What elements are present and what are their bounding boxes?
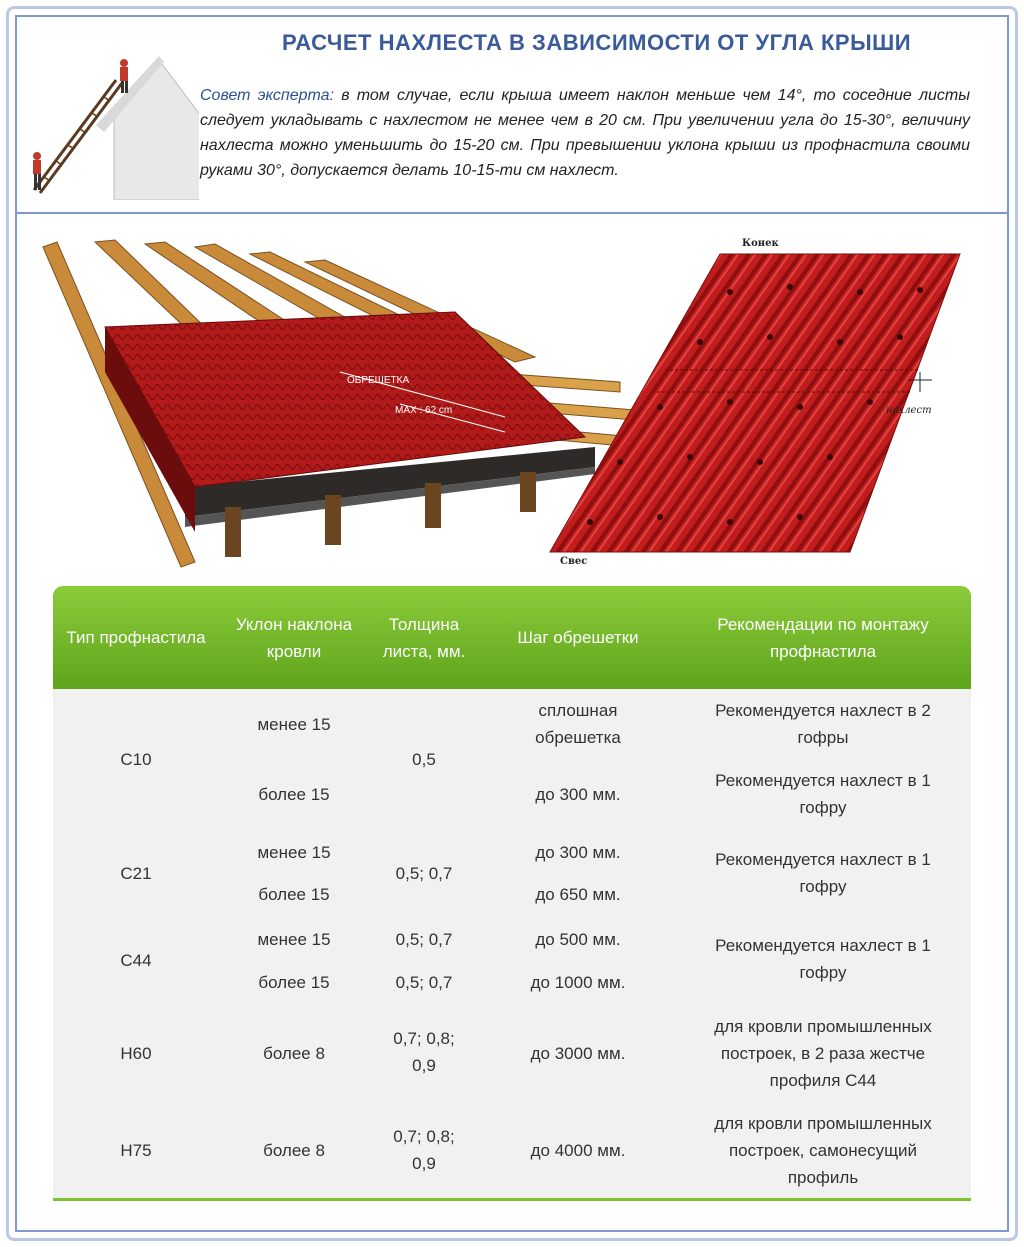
- batten-label: ОБРЕШЕТКА: [347, 375, 410, 386]
- c10-slope-2: более 15: [258, 784, 330, 804]
- h75-thickness: 0,7; 0,8; 0,9: [393, 1127, 455, 1173]
- table-bottom-line: [53, 1198, 971, 1201]
- c10-rec-1: Рекомендуется нахлест в 2 гофры: [715, 701, 931, 747]
- c21-thickness: 0,5; 0,7: [395, 863, 453, 883]
- expert-tip-label: Совет эксперта:: [200, 87, 335, 104]
- c44-thickness-1: 0,5; 0,7: [395, 929, 453, 949]
- corrugated-sheet-illustration: [540, 232, 980, 572]
- c10-step-1: сплошная обрешетка: [535, 701, 621, 747]
- h75-type: Н75: [120, 1140, 152, 1160]
- c21-slope-1: менее 15: [257, 842, 331, 862]
- c44-rec: Рекомендуется нахлест в 1 гофру: [715, 936, 931, 982]
- c44-thickness-2: 0,5; 0,7: [395, 972, 453, 992]
- expert-tip-text: в том случае, если крыша имеет наклон меньше чем 14°, то соседние листы следует укладывать с нахлестом не менее чем в 20 см. При увеличении угла до 15-30°, величину нахлеста можно уменьшить до 15-20 см. При превышении уклона крыши из профнастила своими руками 30°, допускается делать 10-15-ти см нахлест.: [200, 87, 971, 179]
- c10-type: С10: [120, 749, 152, 769]
- header-step: Шаг обрешетки: [517, 628, 639, 647]
- header-recommendation: Рекомендации по монтажу профнастила: [717, 614, 929, 661]
- c44-step-2: до 1000 мм.: [530, 972, 626, 992]
- max-spacing-label: MAX : 62 cm: [395, 405, 453, 416]
- c21-rec: Рекомендуется нахлест в 1 гофру: [715, 850, 931, 896]
- table-header: [53, 586, 971, 689]
- page-title: РАСЧЕТ НАХЛЕСТА В ЗАВИСИМОСТИ ОТ УГЛА КРЫШИ: [282, 30, 912, 55]
- h60-rec: для кровли промышленных построек, в 2 раза жестче профиля С44: [714, 1016, 932, 1090]
- header-slope: Уклон наклона кровли: [235, 614, 353, 661]
- h60-slope: более 8: [263, 1043, 325, 1063]
- c10-rec-2: Рекомендуется нахлест в 1 гофру: [715, 771, 931, 817]
- h60-step: до 3000 мм.: [530, 1043, 626, 1063]
- house-ladder-illustration: [24, 50, 199, 200]
- c21-slope-2: более 15: [258, 884, 330, 904]
- c44-slope-1: менее 15: [257, 929, 331, 949]
- h75-rec: для кровли промышленных построек, самонесущий профиль: [714, 1113, 932, 1187]
- h60-thickness: 0,7; 0,8; 0,9: [393, 1029, 455, 1075]
- c10-slope-1: менее 15: [257, 714, 331, 734]
- expert-tip: [200, 83, 970, 183]
- ridge-label: Конек: [742, 238, 779, 249]
- profile-table: [53, 586, 971, 1203]
- c44-slope-2: более 15: [258, 972, 330, 992]
- h60-type: Н60: [120, 1043, 152, 1063]
- c21-step-1: до 300 мм.: [535, 842, 621, 862]
- h75-step: до 4000 мм.: [530, 1140, 626, 1160]
- c21-type: С21: [120, 863, 152, 883]
- c21-step-2: до 650 мм.: [535, 884, 621, 904]
- c44-step-1: до 500 мм.: [535, 929, 621, 949]
- overlap-label: нахлест: [886, 405, 932, 416]
- c10-thickness: 0,5: [412, 749, 436, 769]
- eave-label: Свес: [560, 556, 588, 567]
- header-thickness: Толщина листа, мм.: [382, 614, 466, 661]
- header-type: Тип профнастила: [66, 628, 206, 647]
- header-separator: [17, 212, 1007, 214]
- c44-type: С44: [120, 950, 152, 970]
- c10-step-2: до 300 мм.: [535, 784, 621, 804]
- h75-slope: более 8: [263, 1140, 325, 1160]
